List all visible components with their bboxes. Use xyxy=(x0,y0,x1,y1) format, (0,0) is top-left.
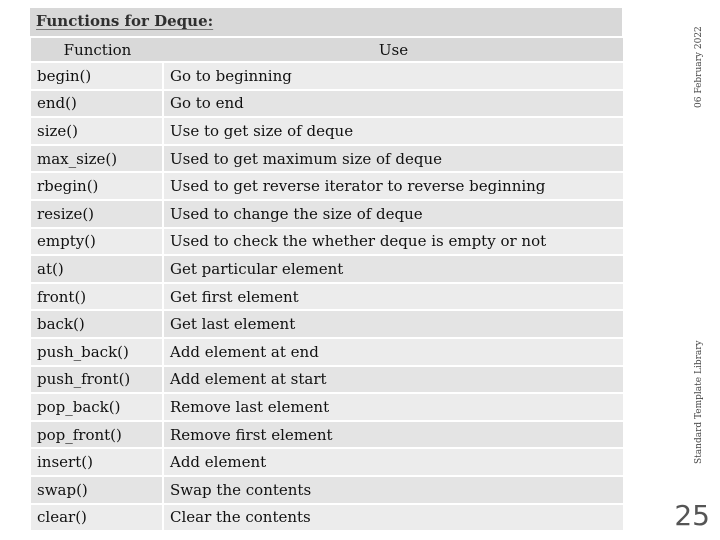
table-row xyxy=(31,229,623,255)
library-label: Standard Template Library xyxy=(694,340,704,464)
function-cell: begin() xyxy=(31,63,164,89)
table-row xyxy=(31,118,623,144)
use-cell: Get particular element xyxy=(164,256,623,282)
use-cell: Get first element xyxy=(164,284,623,310)
use-cell: Remove first element xyxy=(164,422,623,448)
function-cell: front() xyxy=(31,284,164,310)
function-cell: empty() xyxy=(31,229,164,255)
function-cell: swap() xyxy=(31,477,164,503)
function-cell: push_back() xyxy=(31,339,164,365)
slide-title: Functions for Deque: xyxy=(30,8,622,36)
use-cell: Add element at start xyxy=(164,367,623,393)
table-row xyxy=(31,173,623,199)
function-cell: rbegin() xyxy=(31,173,164,199)
use-cell: Add element at end xyxy=(164,339,623,365)
table-row xyxy=(31,311,623,337)
function-cell: pop_back() xyxy=(31,394,164,420)
table-row xyxy=(31,422,623,448)
use-cell: Go to beginning xyxy=(164,63,623,89)
page-number: 25 xyxy=(674,499,710,532)
use-cell: Go to end xyxy=(164,91,623,117)
use-cell: Remove last element xyxy=(164,394,623,420)
use-cell: Swap the contents xyxy=(164,477,623,503)
deque-functions-table xyxy=(31,36,623,532)
use-cell: Used to change the size of deque xyxy=(164,201,623,227)
table-row xyxy=(31,449,623,475)
table-header-row xyxy=(31,38,623,61)
date-label: 06 February 2022 xyxy=(694,26,704,108)
function-cell: at() xyxy=(31,256,164,282)
function-cell: insert() xyxy=(31,449,164,475)
function-cell: size() xyxy=(31,118,164,144)
header-use: Use xyxy=(164,38,623,61)
table-row xyxy=(31,256,623,282)
use-cell: Used to get maximum size of deque xyxy=(164,146,623,172)
table-row xyxy=(31,339,623,365)
table-row xyxy=(31,505,623,531)
use-cell: Use to get size of deque xyxy=(164,118,623,144)
table-row xyxy=(31,367,623,393)
table-row xyxy=(31,394,623,420)
function-cell: pop_front() xyxy=(31,422,164,448)
table-row xyxy=(31,146,623,172)
use-cell: Used to check the whether deque is empty or not xyxy=(164,229,623,255)
table-row xyxy=(31,477,623,503)
use-cell: Get last element xyxy=(164,311,623,337)
use-cell: Add element xyxy=(164,449,623,475)
function-cell: back() xyxy=(31,311,164,337)
header-function: Function xyxy=(31,38,164,61)
use-cell: Used to get reverse iterator to reverse beginning xyxy=(164,173,623,199)
table-row xyxy=(31,63,623,89)
function-cell: max_size() xyxy=(31,146,164,172)
table-row xyxy=(31,284,623,310)
table-row xyxy=(31,91,623,117)
function-cell: clear() xyxy=(31,505,164,531)
table-row xyxy=(31,201,623,227)
function-cell: resize() xyxy=(31,201,164,227)
function-cell: end() xyxy=(31,91,164,117)
function-cell: push_front() xyxy=(31,367,164,393)
use-cell: Clear the contents xyxy=(164,505,623,531)
